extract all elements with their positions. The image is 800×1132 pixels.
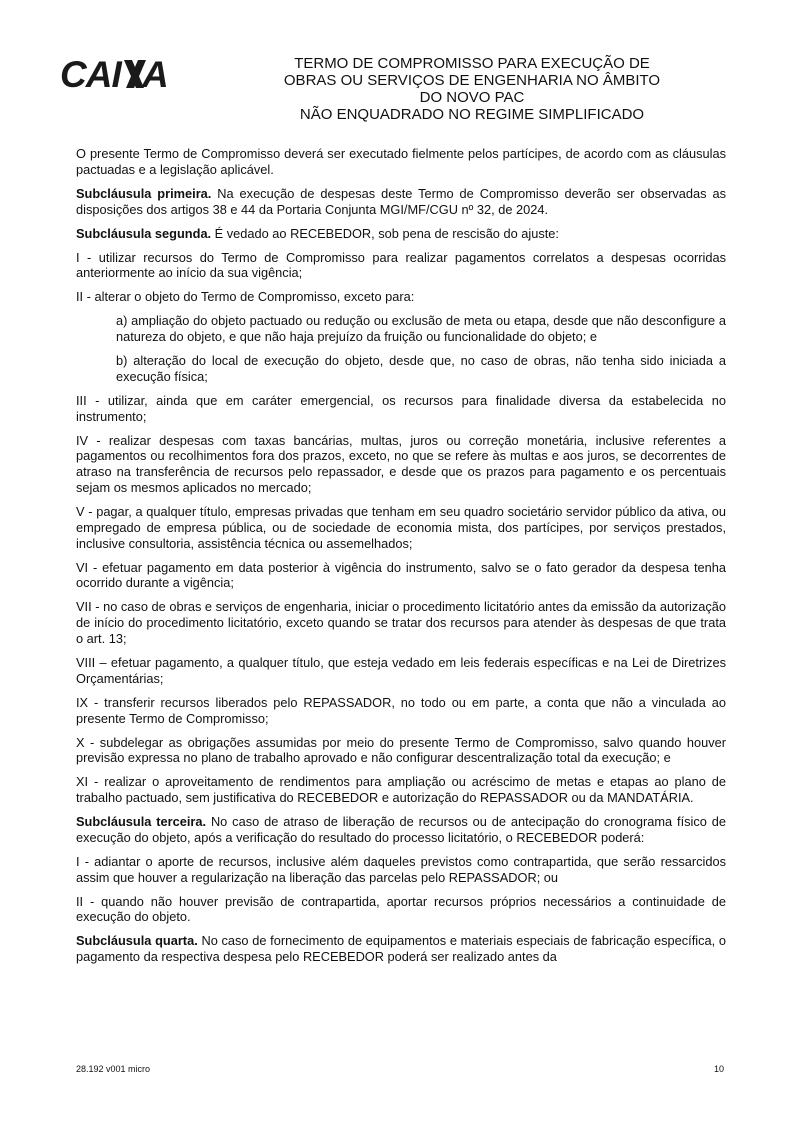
item-i: I - utilizar recursos do Termo de Compromisso para realizar pagamentos correlatos a despesas ocorridas anteriormente ao início da sua vigência;	[76, 249, 726, 281]
item-iii: III - utilizar, ainda que em caráter emergencial, os recursos para finalidade diversa da estabelecida no instrumento;	[76, 392, 726, 424]
paragraph-intro: O presente Termo de Compromisso deverá ser executado fielmente pelos partícipes, de acordo com as cláusulas pactuadas e a legislação aplicável.	[76, 146, 726, 177]
paragraph-subclause-first: Subcláusula primeira. Na execução de despesas deste Termo de Compromisso deverão ser observadas as disposições dos artigos 38 e 44 da Portaria Conjunta MGI/MF/CGU nº 32, de 2024.	[76, 185, 726, 217]
item-v: V - pagar, a qualquer título, empresas privadas que tenham em seu quadro societário servidor público da ativa, ou empregado de empresa pública, ou de sociedade de economia mista, dos partícipes, por serviços prestados, inclusive consultoria, assistência técnica ou assemelhados;	[76, 504, 726, 551]
paragraph-subclause-second: Subcláusula segunda. É vedado ao RECEBEDOR, sob pena de rescisão do ajuste:	[76, 225, 559, 241]
item-ii-b: b) alteração do local de execução do objeto, desde que, no caso de obras, não tenha sido iniciada a execução física;	[116, 353, 726, 384]
caixa-logo	[60, 56, 198, 92]
item-vi: VI - efetuar pagamento em data posterior à vigência do instrumento, salvo se o fato gerador da despesa tenha ocorrido durante a vigência;	[76, 559, 726, 591]
subclause-heading: Subcláusula primeira.	[76, 185, 212, 201]
paragraph-subclause-third: Subcláusula terceira. No caso de atraso de liberação de recursos ou de antecipação do cronograma físico de execução do objeto, após a verificação do resultado do processo licitatório, o RECEBEDOR poderá:	[76, 814, 726, 845]
document-title	[222, 55, 722, 123]
title-line: DO NOVO PAC	[419, 89, 525, 106]
title-line: TERMO DE COMPROMISSO PARA EXECUÇÃO DE	[294, 55, 650, 72]
item-ii: II - alterar o objeto do Termo de Compromisso, exceto para:	[76, 289, 415, 305]
item-iv: IV - realizar despesas com taxas bancárias, multas, juros ou correção monetária, inclusive referentes a pagamentos ou recolhimentos fora dos prazos, exceto, no que se refere às multas e aos juros, se decorrentes de atraso na transferência de recursos pelo repassador, e desde que os prazos para pagamento e os percentuais sejam os mesmos aplicados no mercado;	[76, 432, 726, 496]
item-x: X - subdelegar as obrigações assumidas por meio do presente Termo de Compromisso, salvo quando houver previsão expressa no plano de trabalho aprovado e não configurar descentralização total da execução; e	[76, 734, 726, 766]
item-ii-a: a) ampliação do objeto pactuado ou redução ou exclusão de meta ou etapa, desde que não desconfigure a natureza do objeto, e que não haja prejuízo da fruição ou funcionalidade do objeto; e	[116, 313, 726, 345]
footer-document-code: 28.192 v001 micro	[76, 1064, 151, 1074]
title-line: OBRAS OU SERVIÇOS DE ENGENHARIA NO ÂMBITO	[283, 72, 661, 89]
subclause-heading: Subcláusula quarta.	[76, 933, 198, 949]
subclause-heading: Subcláusula segunda.	[76, 225, 212, 241]
item-ix: IX - transferir recursos liberados pelo REPASSADOR, no todo ou em parte, a conta que não a vinculada ao presente Termo de Compromisso;	[76, 694, 726, 726]
paragraph-subclause-fourth: Subcláusula quarta. No caso de fornecimento de equipamentos e materiais especiais de fabricação específica, o pagamento da respectiva despesa pelo RECEBEDOR poderá ser realizado antes da	[76, 933, 726, 965]
item-i-third: I - adiantar o aporte de recursos, inclusive além daqueles previstos como contrapartida, que serão ressarcidos assim que houver a regularização na liberação das parcelas pelo REPASSADOR; ou	[76, 853, 726, 885]
svg-text:CAI: CAI	[60, 56, 121, 92]
item-xi: XI - realizar o aproveitamento de rendimentos para ampliação ou acréscimo de metas e etapas ao plano de trabalho pactuado, sem justificativa do RECEBEDOR e autorização do REPASSADOR ou da MANDATÁRIA.	[76, 774, 726, 806]
item-viii: VIII – efetuar pagamento, a qualquer título, que esteja vedado em leis federais específicas e na Lei de Diretrizes Orçamentárias;	[76, 654, 726, 686]
svg-text:A: A	[142, 56, 168, 92]
document-body	[76, 146, 726, 973]
subclause-heading: Subcláusula terceira.	[76, 814, 207, 830]
item-ii-third: II - quando não houver previsão de contrapartida, aportar recursos próprios necessários a continuidade de execução do objeto.	[76, 893, 726, 925]
title-line: NÃO ENQUADRADO NO REGIME SIMPLIFICADO	[299, 106, 645, 123]
footer-page-number: 10	[713, 1064, 724, 1074]
item-vii: VII - no caso de obras e serviços de engenharia, iniciar o procedimento licitatório antes da emissão da autorização de início do procedimento licitatório, exceto quando se tratar dos recursos para atender às despesas de que trata o art. 13;	[76, 599, 726, 646]
